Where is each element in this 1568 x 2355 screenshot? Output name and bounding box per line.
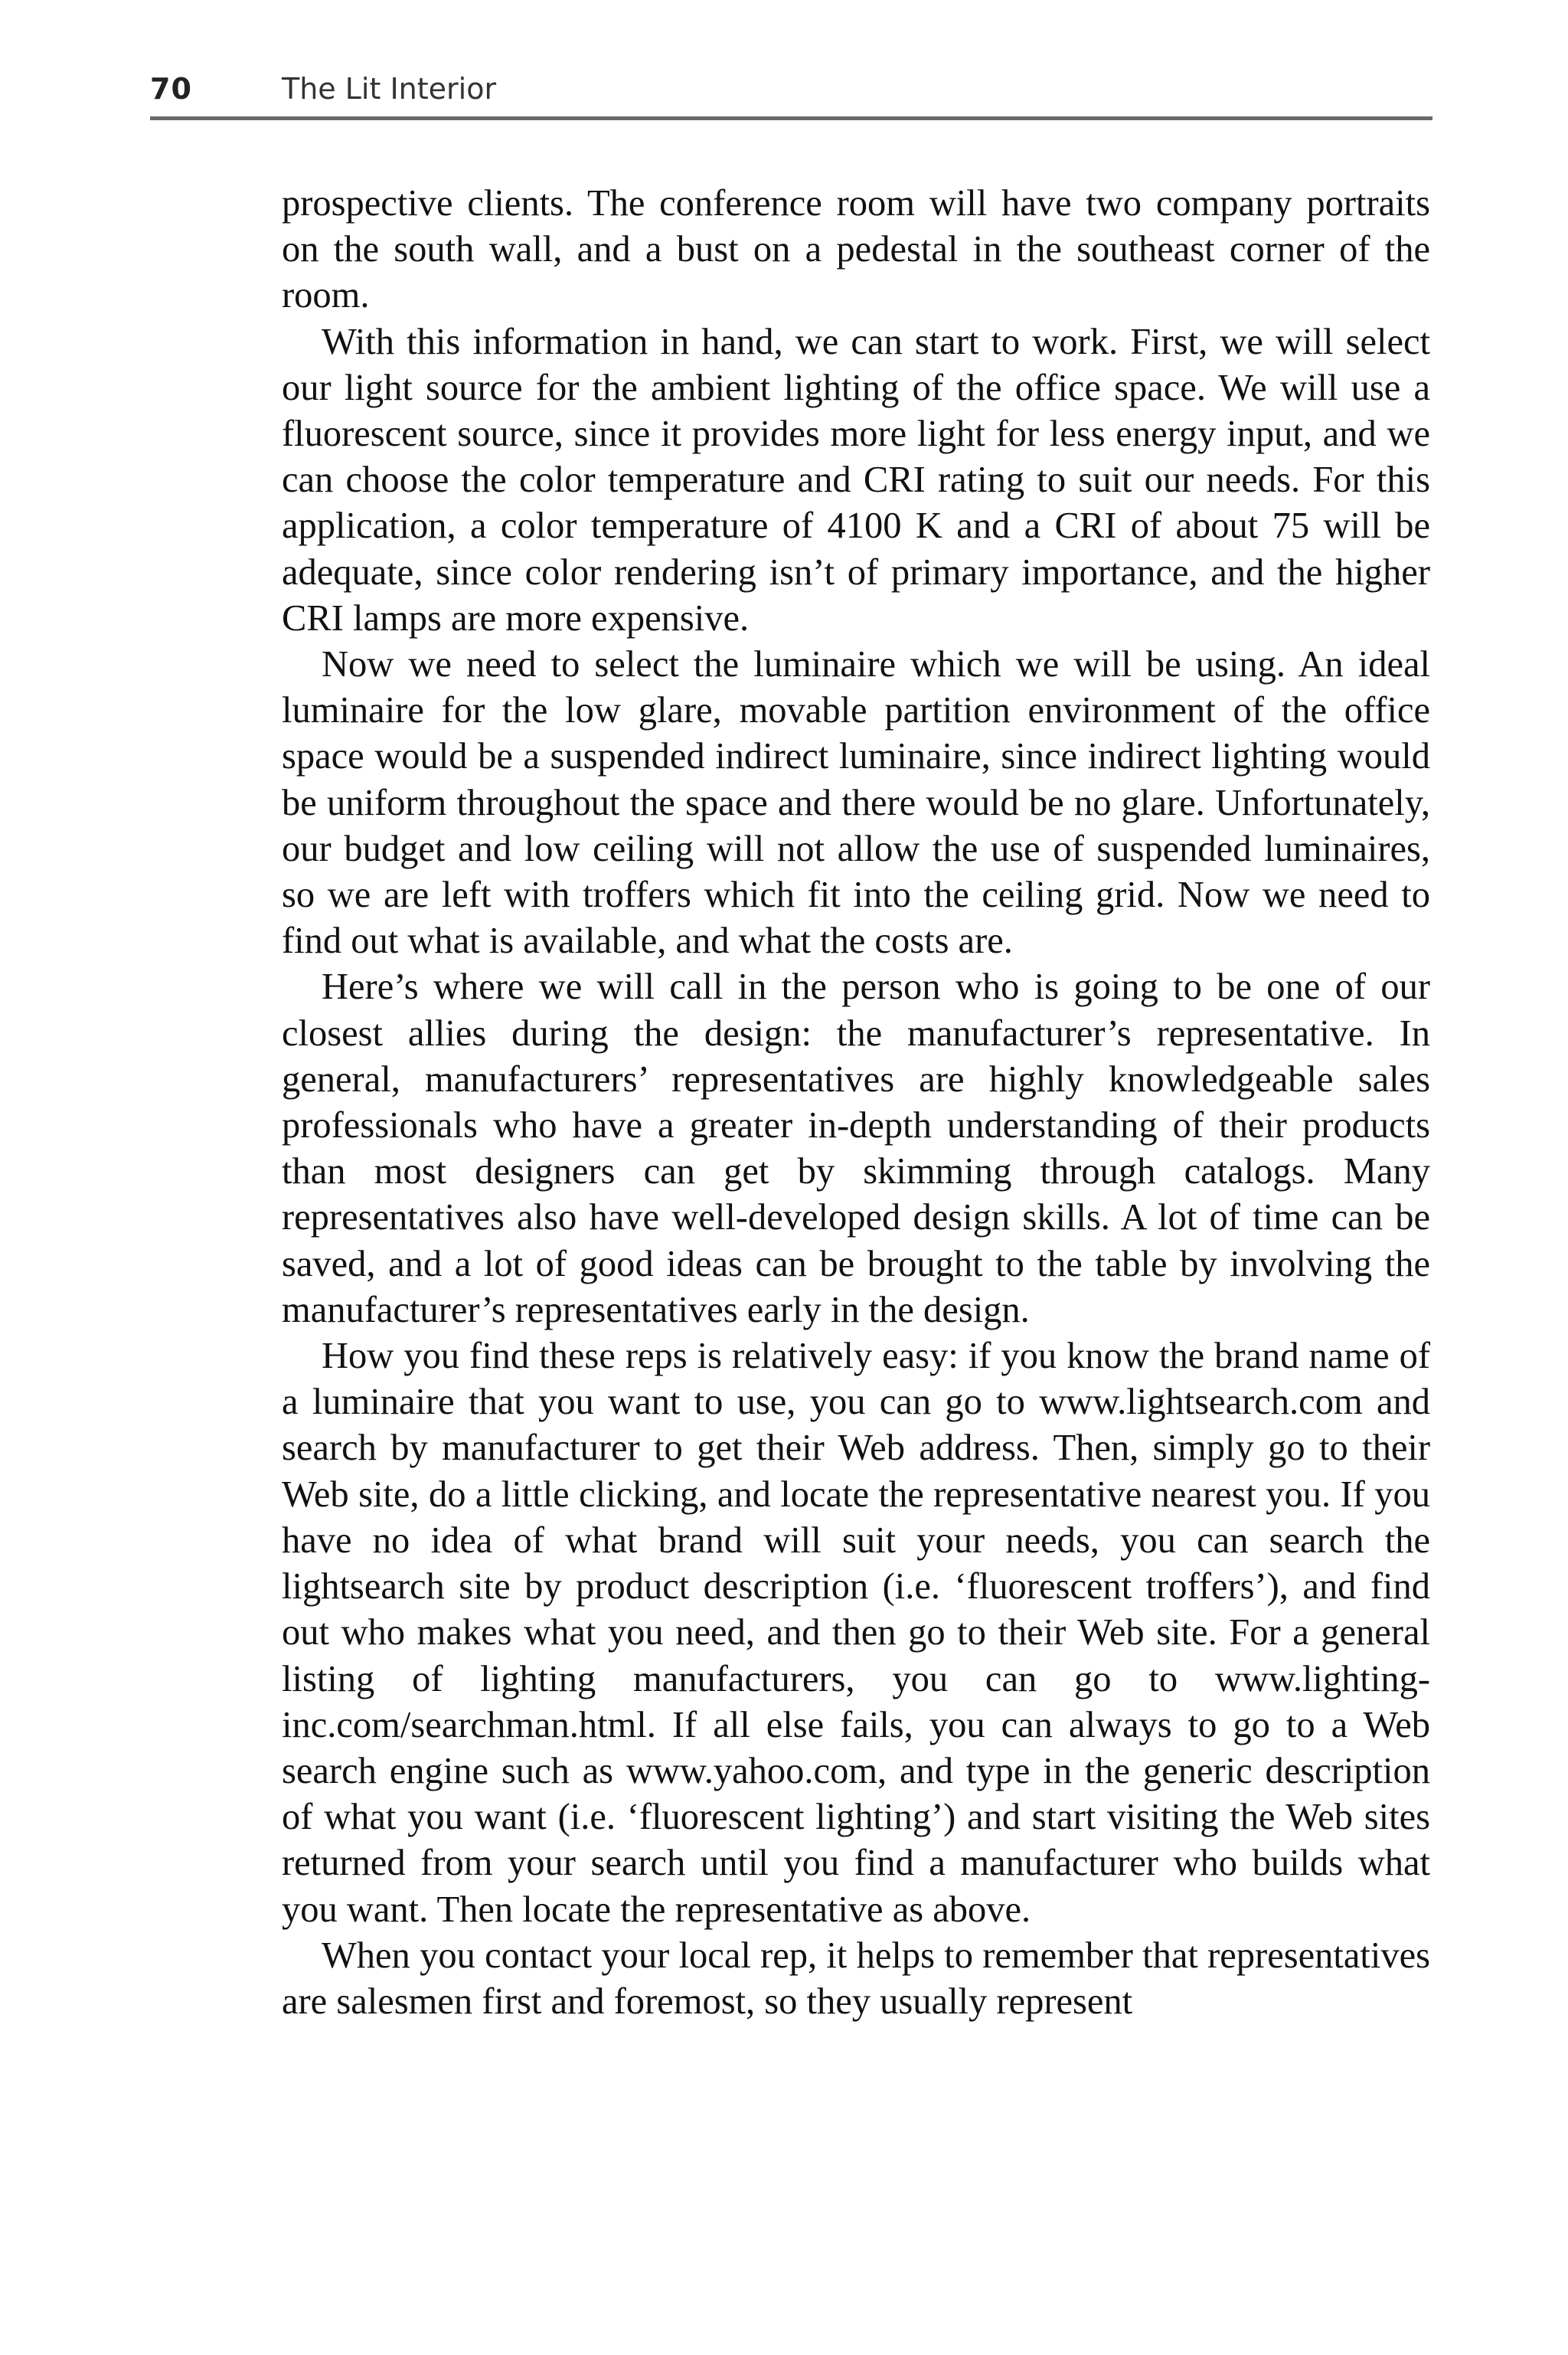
page-number: 70 xyxy=(150,72,192,106)
paragraph: Now we need to select the luminaire which we will be using. An ideal luminaire for the low glare, movable partition environment of the office space would be a suspended indirect luminaire, since indirect lighting would be uniform throughout the space and there would be no glare. Unfortunately, our budget and low ceiling will not allow the use of suspended luminaires, so we are left with troffers which fit into the ceiling grid. Now we need to find out what is available, and what the costs are. xyxy=(282,644,1430,962)
body-text xyxy=(282,181,1430,2025)
header-rule xyxy=(150,116,1432,120)
running-head xyxy=(150,72,1432,118)
running-title: The Lit Interior xyxy=(282,72,497,106)
paragraph: With this information in hand, we can start to work. First, we will select our light source for the ambient lighting of the office space. We will use a fluorescent source, since it provides more light for less energy input, and we can choose the color temperature and CRI rating to suit our needs. For this application, a color temperature of 4100 K and a CRI of about 75 will be adequate, since color rendering isn’t of primary importance, and the higher CRI lamps are more expensive. xyxy=(282,321,1430,639)
paragraph: When you contact your local rep, it helps to remember that representatives are salesmen first and foremost, so they usually represent xyxy=(282,1935,1430,2022)
paragraph: Here’s where we will call in the person who is going to be one of our closest allies during the design: the manufacturer’s representative. In general, manufacturers’ representatives are highly knowledgeable sales professionals who have a greater in-depth understanding of their products than most designers can get by skimming through catalogs. Many representatives also have well-developed design skills. A lot of time can be saved, and a lot of good ideas can be brought to the table by involving the manufacturer’s representatives early in the design. xyxy=(282,967,1430,1330)
paragraph-continued: prospective clients. The conference room will have two company portraits on the south wall, and a bust on a pedestal in the southeast corner of the room. xyxy=(282,183,1430,316)
paragraph: How you find these reps is relatively easy: if you know the brand name of a luminaire that you want to use, you can go to www.lightsearch.com and search by manufacturer to get their Web address. Then, simply go to their Web site, do a little clicking, and locate the representative nearest you. If you have no idea of what brand will suit your needs, you can search the lightsearch site by product description (i.e. ‘fluorescent troffers’), and find out who makes what you need, and then go to their Web site. For a general listing of lighting manufacturers, you can go to www.lighting-inc.com/searchman.html. If all else fails, you can always to go to a Web search engine such as www.yahoo.com, and type in the generic description of what you want (i.e. ‘fluorescent lighting’) and start visiting the Web sites returned from your search until you find a manufacturer who builds what you want. Then locate the representative as above. xyxy=(282,1336,1430,1930)
